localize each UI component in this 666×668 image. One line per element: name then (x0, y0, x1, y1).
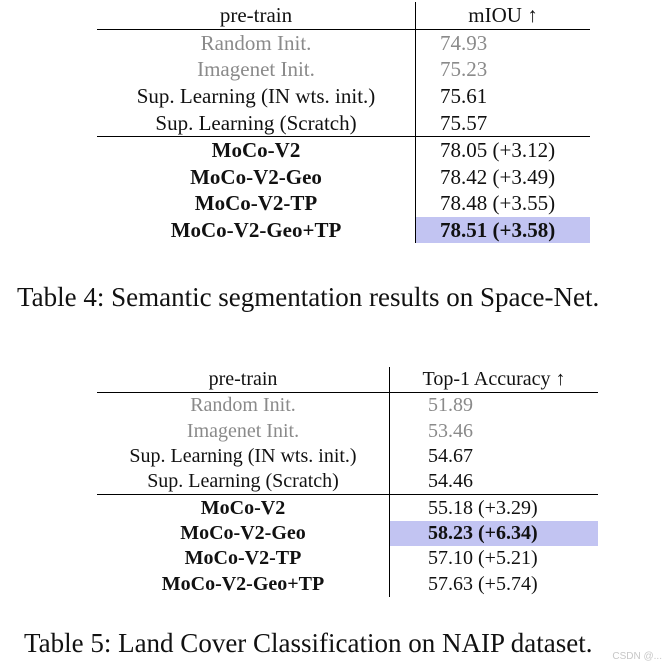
row-value: 78.42 (+3.49) (440, 164, 556, 189)
row-name: Sup. Learning (Scratch) (97, 109, 416, 136)
row-value: 54.46 (390, 469, 599, 495)
row-value-highlighted: 58.23 (+6.34) (390, 521, 599, 546)
row-name: Sup. Learning (Scratch) (97, 469, 390, 495)
table-5-caption: Table 5: Land Cover Classification on NAIP dataset. (24, 628, 593, 658)
row-value: 57.10 (+5.21) (428, 547, 538, 570)
row-name: Sup. Learning (IN wts. init.) (97, 83, 416, 110)
table-row (97, 546, 598, 571)
row-value: 53.46 (428, 419, 473, 442)
header-metric: mIOU ↑ (416, 2, 591, 29)
table-5 (97, 367, 598, 597)
row-value: 78.05 (+3.12) (440, 138, 556, 163)
table-header-row (97, 2, 590, 29)
row-value-highlighted: 78.51 (+3.58) (416, 217, 591, 244)
table-row (97, 521, 598, 546)
row-value: 54.67 (428, 445, 473, 468)
watermark: CSDN @... (612, 651, 662, 662)
row-value: 55.18 (+3.29) (428, 496, 538, 519)
table-header-row (97, 367, 598, 393)
header-metric: Top-1 Accuracy ↑ (390, 367, 599, 393)
row-name: Sup. Learning (IN wts. init.) (97, 444, 390, 469)
row-name: Random Init. (97, 29, 416, 56)
row-name: Random Init. (97, 393, 390, 419)
row-value: 51.89 (428, 394, 473, 417)
row-value: 75.57 (416, 109, 591, 136)
header-pretrain: pre-train (97, 367, 390, 393)
table-row (97, 217, 590, 244)
header-pretrain: pre-train (97, 2, 416, 29)
table-row (97, 419, 598, 444)
row-name: MoCo-V2-Geo+TP (97, 217, 416, 244)
row-name: MoCo-V2-Geo+TP (97, 571, 390, 596)
row-value: 75.61 (440, 84, 488, 109)
table-row (97, 444, 598, 469)
row-name: Imagenet Init. (97, 419, 390, 444)
row-value: 75.23 (440, 57, 488, 82)
row-name: MoCo-V2-Geo (97, 164, 416, 191)
row-name: Imagenet Init. (97, 56, 416, 83)
table-row (97, 164, 590, 191)
table-4 (97, 2, 590, 243)
table-row (97, 109, 590, 136)
row-name: MoCo-V2-TP (97, 546, 390, 571)
table-row (97, 83, 590, 110)
row-name: MoCo-V2-TP (97, 190, 416, 217)
row-value: 57.63 (+5.74) (428, 572, 538, 595)
row-name: MoCo-V2-Geo (97, 521, 390, 546)
table-row (97, 56, 590, 83)
row-value: 74.93 (440, 30, 488, 55)
table-row (97, 495, 598, 521)
table-4-caption: Table 4: Semantic segmentation results on Space-Net. (17, 282, 600, 312)
table-row (97, 136, 590, 163)
table-row (97, 190, 590, 217)
table-row (97, 571, 598, 596)
row-name: MoCo-V2 (97, 136, 416, 163)
row-name: MoCo-V2 (97, 495, 390, 521)
table-row (97, 469, 598, 495)
row-value: 78.48 (+3.55) (440, 191, 556, 216)
table-row (97, 393, 598, 419)
table-row (97, 29, 590, 56)
